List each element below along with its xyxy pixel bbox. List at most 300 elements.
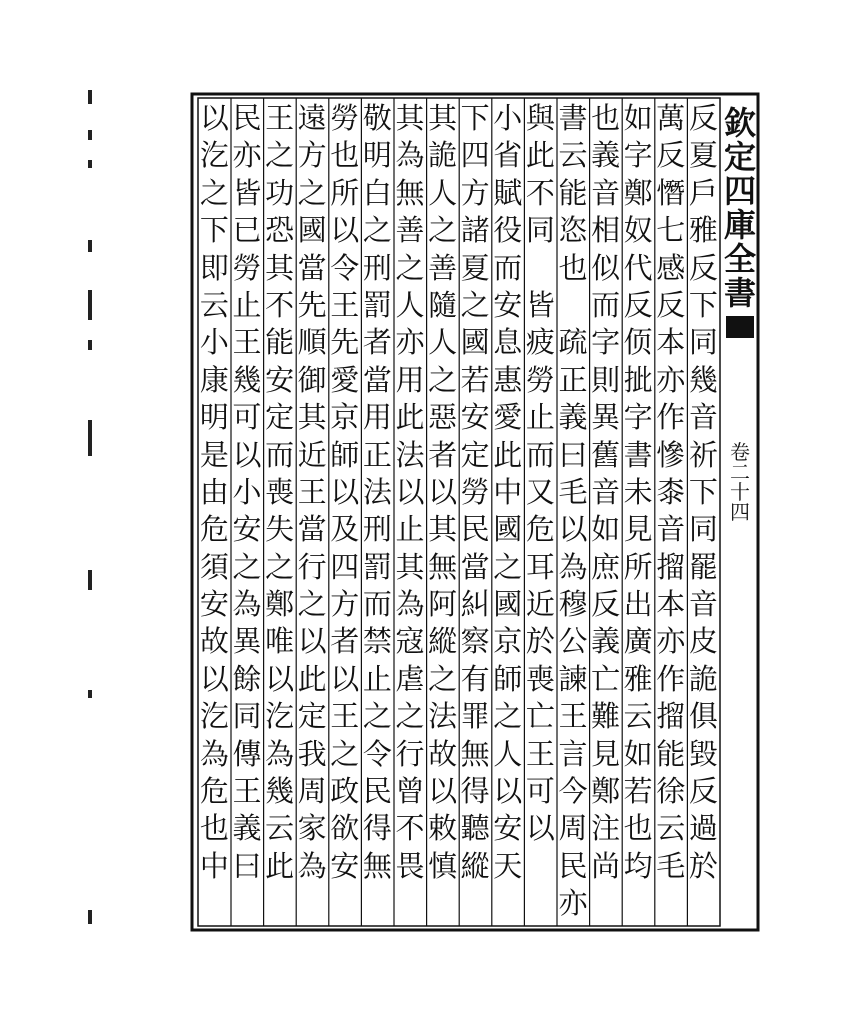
text-char: 若 (460, 362, 490, 397)
text-char: 庶 (591, 549, 621, 584)
text-char: 安 (265, 362, 295, 397)
text-char: 字 (591, 325, 621, 360)
text-char: 近 (525, 587, 555, 622)
text-char: 則 (591, 362, 621, 397)
text-char: 此 (395, 400, 425, 435)
text-char: 當 (460, 549, 490, 584)
text-char: 由 (199, 474, 229, 509)
text-char: 寇 (395, 624, 425, 659)
text-char: 安 (232, 512, 262, 547)
text-char: 明 (199, 400, 229, 435)
text-char: 京 (493, 624, 523, 659)
text-char: 而 (525, 437, 555, 472)
text-char: 亡 (591, 661, 621, 696)
text-char: 不 (525, 175, 555, 210)
text-char: 中 (493, 474, 523, 509)
text-char: 尚 (591, 848, 621, 883)
text-char: 汔 (199, 699, 229, 734)
volume-char: 二 (730, 460, 750, 484)
text-char: 故 (199, 624, 229, 659)
text-char: 云 (265, 811, 295, 846)
text-char: 無 (395, 175, 425, 210)
text-char: 於 (525, 624, 555, 659)
text-char: 當 (362, 362, 392, 397)
text-char: 言 (558, 736, 588, 771)
text-char: 皆 (232, 175, 262, 210)
text-char: 失 (265, 512, 295, 547)
text-char (558, 287, 587, 324)
text-char: 為 (395, 587, 425, 622)
text-char: 亦 (558, 886, 588, 921)
text-char: 先 (297, 287, 327, 322)
text-char: 我 (297, 736, 327, 771)
text-char: 御 (297, 362, 327, 397)
text-char: 如 (591, 512, 621, 547)
text-char: 為 (558, 549, 588, 584)
text-char: 可 (525, 774, 555, 809)
text-char: 為 (297, 848, 327, 883)
text-char: 見 (623, 512, 653, 547)
text-char: 遠 (297, 101, 327, 135)
text-char: 止 (232, 287, 262, 322)
text-char: 白 (362, 175, 392, 210)
text-char: 曰 (558, 437, 588, 472)
text-char: 禁 (362, 624, 392, 659)
text-char: 於 (688, 848, 718, 883)
text-char: 刑 (362, 512, 392, 547)
text-char: 反 (656, 138, 686, 173)
text-char: 之 (297, 587, 327, 622)
text-char: 云 (199, 287, 229, 322)
text-char: 此 (493, 437, 523, 472)
title-char: 書 (723, 274, 756, 312)
text-char: 得 (460, 774, 490, 809)
text-char: 慘 (656, 437, 686, 472)
text-char: 而 (265, 437, 295, 472)
text-char: 下 (688, 474, 718, 509)
text-char: 代 (623, 250, 653, 285)
text-char: 縱 (428, 624, 458, 659)
text-char: 同 (232, 699, 262, 734)
text-char: 能 (558, 175, 588, 210)
text-char: 方 (330, 587, 360, 622)
text-char: 用 (362, 400, 392, 435)
text-char: 云 (558, 138, 588, 173)
text-char: 作 (656, 400, 686, 435)
text-char: 詭 (688, 661, 718, 696)
text-char: 民 (460, 512, 490, 547)
text-char: 曾 (395, 774, 425, 809)
text-char: 音 (591, 175, 621, 210)
text-char: 同 (688, 512, 718, 547)
volume-char: 十 (730, 480, 750, 504)
text-char: 危 (525, 512, 555, 547)
text-char: 危 (199, 774, 229, 809)
text-char: 隨 (428, 287, 458, 322)
text-char: 縱 (460, 848, 490, 883)
text-char: 喪 (525, 661, 555, 696)
text-char: 夏 (688, 138, 718, 173)
text-char: 之 (265, 138, 295, 173)
text-char: 刑 (362, 250, 392, 285)
text-char: 之 (199, 175, 229, 210)
text-char: 王 (525, 736, 555, 771)
volume-char: 卷 (730, 440, 750, 464)
text-char: 㨨 (656, 699, 686, 734)
text-char: 小 (493, 101, 523, 135)
text-char: 聽 (460, 811, 490, 846)
text-char: 畏 (395, 848, 425, 883)
text-char: 人 (395, 287, 425, 322)
text-char: 為 (199, 736, 229, 771)
text-char: 安 (493, 811, 523, 846)
text-char: 七 (656, 213, 686, 248)
text-char: 危 (199, 512, 229, 547)
text-char: 亦 (656, 362, 686, 397)
text-char: 如 (623, 736, 653, 771)
text-char: 喪 (265, 474, 295, 509)
text-char: 出 (623, 587, 653, 622)
text-char: 能 (265, 325, 295, 360)
text-char: 及 (330, 512, 360, 547)
text-char: 人 (493, 736, 523, 771)
text-char: 勞 (232, 250, 262, 285)
text-char: 以 (493, 774, 523, 809)
text-char: 見 (591, 736, 621, 771)
text-char: 恣 (558, 213, 588, 248)
text-char: 法 (395, 437, 425, 472)
book-title (720, 106, 760, 338)
text-char: 若 (623, 774, 653, 809)
text-char: 詭 (428, 138, 458, 173)
text-char: 鄭 (265, 587, 295, 622)
text-char: 行 (297, 549, 327, 584)
text-char: 感 (656, 250, 686, 285)
text-char: 諸 (460, 213, 490, 248)
text-char: 唯 (265, 624, 295, 659)
text-char: 也 (623, 811, 653, 846)
text-char: 善 (428, 250, 458, 285)
text-char: 勞 (330, 101, 360, 135)
text-char: 之 (493, 549, 523, 584)
text-char: 與 (525, 101, 555, 135)
text-char: 義 (232, 811, 262, 846)
text-char: 為 (395, 138, 425, 173)
text-char: 之 (330, 736, 360, 771)
text-char: 字 (623, 138, 653, 173)
text-char: 王 (265, 101, 295, 135)
title-char: 欽 (723, 104, 756, 142)
text-char: 之 (428, 661, 458, 696)
text-char: 萬 (656, 101, 686, 135)
text-char: 又 (525, 474, 555, 509)
text-char: 書 (623, 437, 653, 472)
text-char: 惡 (428, 400, 458, 435)
text-char: 以 (525, 811, 555, 846)
text-char: 息 (493, 325, 523, 360)
text-char: 止 (395, 512, 425, 547)
text-char: 反 (623, 287, 653, 322)
text-char: 下 (688, 287, 718, 322)
text-char: 人 (428, 325, 458, 360)
volume-char: 四 (730, 500, 750, 524)
text-char: 家 (297, 811, 327, 846)
text-char: 音 (656, 512, 686, 547)
text-char: 字 (623, 400, 653, 435)
text-char: 恐 (265, 213, 295, 248)
text-char: 以 (297, 624, 327, 659)
text-char: 亦 (395, 325, 425, 360)
text-char: 作 (656, 661, 686, 696)
text-char: 祈 (688, 437, 718, 472)
text-char: 雅 (623, 661, 653, 696)
text-char: 小 (232, 474, 262, 509)
text-char: 今 (558, 774, 588, 809)
text-char: 四 (330, 549, 360, 584)
text-char: 民 (232, 101, 262, 135)
text-char: 不 (265, 287, 295, 322)
volume-label (724, 442, 756, 522)
text-char: 罰 (362, 549, 392, 584)
text-char: 以 (558, 512, 588, 547)
text-char: 之 (460, 287, 490, 322)
text-char: 即 (199, 250, 229, 285)
text-char: 先 (330, 325, 360, 360)
text-char: 當 (297, 512, 327, 547)
text-char: 毛 (558, 474, 588, 509)
text-char: 無 (460, 736, 490, 771)
text-char: 順 (297, 325, 327, 360)
page-edge-marks (88, 90, 96, 930)
text-char: 王 (330, 287, 360, 322)
text-char: 注 (591, 811, 621, 846)
text-char: 省 (493, 138, 523, 173)
text-char: 以 (330, 213, 360, 248)
text-char: 止 (525, 400, 555, 435)
text-char: 以 (330, 661, 360, 696)
text-char: 也 (199, 811, 229, 846)
text-char: 察 (460, 624, 490, 659)
title-char: 四 (723, 172, 756, 210)
text-char: 以 (428, 474, 458, 509)
text-char: 所 (330, 175, 360, 210)
text-char: 愛 (493, 400, 523, 435)
text-char: 中 (199, 848, 229, 883)
text-char: 雅 (688, 213, 718, 248)
text-char: 以 (330, 474, 360, 509)
text-char: 安 (493, 287, 523, 322)
text-char: 明 (362, 138, 392, 173)
text-char: 人 (428, 175, 458, 210)
text-char: 安 (199, 587, 229, 622)
text-char: 㑔 (623, 325, 653, 360)
text-char: 憯 (656, 175, 686, 210)
text-char: 師 (493, 661, 523, 696)
text-char: 下 (460, 101, 490, 135)
text-char: 之 (265, 549, 295, 584)
text-char: 天 (493, 848, 523, 883)
text-char: 功 (265, 175, 295, 210)
text-char: 下 (199, 213, 229, 248)
text-char: 周 (297, 774, 327, 809)
text-char: 罰 (362, 287, 392, 322)
text-char: 方 (297, 138, 327, 173)
text-char: 同 (525, 213, 555, 248)
text-char: 為 (265, 736, 295, 771)
text-char: 也 (558, 250, 588, 285)
text-char: 㧗 (623, 362, 653, 397)
text-char: 疏 (558, 325, 588, 360)
text-char: 令 (330, 250, 360, 285)
text-char: 敬 (362, 101, 392, 135)
text-char: 定 (460, 437, 490, 472)
text-char: 此 (525, 138, 555, 173)
text-char: 行 (395, 736, 425, 771)
text-char: 之 (395, 699, 425, 734)
text-char: 此 (265, 848, 295, 883)
text-char: 之 (362, 213, 392, 248)
text-char: 安 (330, 848, 360, 883)
text-char: 亦 (656, 624, 686, 659)
text-char: 所 (623, 549, 653, 584)
text-char: 舊 (591, 437, 621, 472)
text-char: 難 (591, 699, 621, 734)
text-char: 虐 (395, 661, 425, 696)
text-char: 勞 (460, 474, 490, 509)
text-char: 已 (232, 213, 262, 248)
text-char: 戶 (688, 175, 718, 210)
text-char: 傳 (232, 736, 262, 771)
text-char: 糾 (460, 587, 490, 622)
text-char: 之 (297, 175, 327, 210)
text-char: 定 (297, 699, 327, 734)
text-char: 以 (265, 661, 295, 696)
text-char: 欲 (330, 811, 360, 846)
text-char: 民 (558, 848, 588, 883)
text-char: 須 (199, 549, 229, 584)
text-char: 云 (623, 699, 653, 734)
text-char: 師 (330, 437, 360, 472)
text-char: 本 (656, 325, 686, 360)
text-char: 京 (330, 400, 360, 435)
text-char: 以 (199, 101, 229, 135)
text-char: 近 (297, 437, 327, 472)
text-char: 鄭 (623, 175, 653, 210)
text-column-16 (194, 100, 234, 925)
text-char: 義 (591, 138, 621, 173)
text-char: 義 (591, 624, 621, 659)
title-char: 定 (723, 138, 756, 176)
text-char: 以 (428, 774, 458, 809)
text-char: 義 (558, 400, 588, 435)
text-char: 周 (558, 811, 588, 846)
text-char: 惠 (493, 362, 523, 397)
text-char: 音 (688, 587, 718, 622)
book-page (190, 92, 760, 932)
text-char: 得 (362, 811, 392, 846)
text-char: 民 (362, 774, 392, 809)
text-char: 以 (232, 437, 262, 472)
text-char: 定 (265, 400, 295, 435)
text-char: 勞 (525, 362, 555, 397)
text-char: 敕 (428, 811, 458, 846)
text-char: 反 (688, 774, 718, 809)
text-char: 曰 (232, 848, 262, 883)
text-char: 正 (362, 437, 392, 472)
text-char: 之 (232, 549, 262, 584)
text-char: 而 (362, 587, 392, 622)
text-char: 役 (493, 213, 523, 248)
text-char: 廣 (623, 624, 653, 659)
text-char: 為 (232, 587, 262, 622)
text-char: 法 (428, 699, 458, 734)
text-char: 亡 (525, 699, 555, 734)
text-char: 反 (688, 250, 718, 285)
text-char: 其 (428, 101, 458, 135)
text-char: 而 (493, 250, 523, 285)
text-char: 㨨 (656, 549, 686, 584)
text-char: 餘 (232, 661, 262, 696)
text-char: 幾 (232, 362, 262, 397)
text-char: 四 (460, 138, 490, 173)
text-char: 反 (656, 287, 686, 322)
text-char: 桼 (656, 474, 686, 509)
text-char: 無 (362, 848, 392, 883)
text-char: 汔 (265, 699, 295, 734)
text-char: 罷 (688, 549, 718, 584)
text-char: 穆 (558, 587, 588, 622)
text-char: 王 (297, 474, 327, 509)
text-char: 夏 (460, 250, 490, 285)
text-char: 毛 (656, 848, 686, 883)
text-char: 如 (623, 101, 653, 135)
text-char: 止 (362, 661, 392, 696)
title-ink-block (726, 316, 754, 338)
text-char: 者 (362, 325, 392, 360)
text-char: 愛 (330, 362, 360, 397)
text-char: 善 (395, 213, 425, 248)
text-char: 此 (297, 661, 327, 696)
text-char: 皆 (525, 287, 555, 322)
text-char: 相 (591, 213, 621, 248)
text-char: 諫 (558, 661, 588, 696)
text-char: 康 (199, 362, 229, 397)
text-char: 不 (395, 811, 425, 846)
text-char: 是 (199, 437, 229, 472)
text-char: 慎 (428, 848, 458, 883)
text-char: 同 (688, 325, 718, 360)
text-char: 小 (199, 325, 229, 360)
text-char: 阿 (428, 587, 458, 622)
text-char: 政 (330, 774, 360, 809)
text-char: 異 (591, 400, 621, 435)
text-char: 者 (428, 437, 458, 472)
text-char: 國 (493, 587, 523, 622)
text-char: 汔 (199, 138, 229, 173)
text-char: 也 (330, 138, 360, 173)
text-char: 之 (493, 699, 523, 734)
text-char: 正 (558, 362, 588, 397)
text-char: 用 (395, 362, 425, 397)
text-char: 之 (428, 362, 458, 397)
text-char: 方 (460, 175, 490, 210)
text-char: 賦 (493, 175, 523, 210)
text-char: 亦 (232, 138, 262, 173)
text-char: 其 (395, 549, 425, 584)
text-char: 其 (395, 101, 425, 135)
text-char: 幾 (688, 362, 718, 397)
text-char: 俱 (688, 699, 718, 734)
